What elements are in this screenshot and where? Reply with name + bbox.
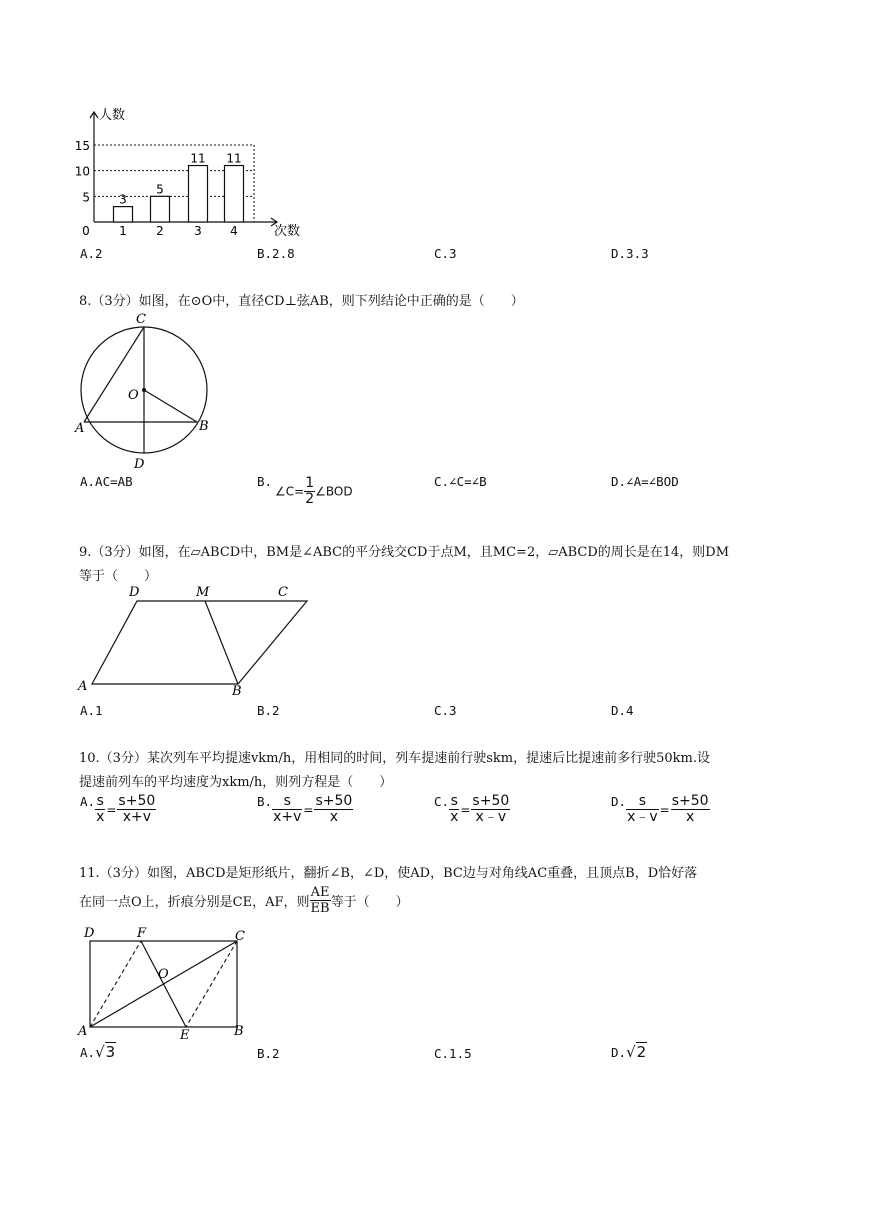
q8-option-b-prefix[interactable]: B. <box>257 474 273 489</box>
y-axis-label: 人数 <box>99 108 126 123</box>
label-c: C <box>235 929 245 944</box>
segment-fe <box>141 941 186 1027</box>
q9-parallelogram-figure <box>72 580 312 700</box>
label-d: D <box>84 926 95 941</box>
label-o: O <box>158 967 169 982</box>
q10-stem-line2: 提速前列车的平均速度为xkm/h，则列方程是（ ） <box>79 775 393 790</box>
q7-option-a[interactable]: A.2 <box>80 246 103 261</box>
q8-option-a[interactable]: A.AC=AB <box>80 474 133 489</box>
q9-option-c[interactable]: C.3 <box>434 703 457 718</box>
q9-stem-line2: 等于（ ） <box>79 569 158 584</box>
q9-option-a[interactable]: A.1 <box>80 703 103 718</box>
q9-option-d[interactable]: D.4 <box>611 703 634 718</box>
fold-af <box>90 941 141 1027</box>
bar <box>189 166 208 222</box>
left-fraction <box>272 794 302 825</box>
left-fraction <box>95 794 105 825</box>
option-letter: A. <box>80 794 96 809</box>
right-fraction <box>117 794 156 825</box>
equals-sign: = <box>659 802 670 817</box>
y-tick-label: 10 <box>74 164 90 179</box>
sqrt-symbol: √3 <box>95 1043 116 1061</box>
data-label: 11 <box>226 151 242 166</box>
half-fraction: $\frac{1}{2}$ <box>305 475 315 507</box>
right-fraction <box>314 794 353 825</box>
numerator: s <box>450 793 458 809</box>
equals-sign: = <box>460 802 471 817</box>
denominator: x <box>329 809 338 825</box>
y-tick-label: 15 <box>74 139 90 153</box>
denominator: x﹣v <box>627 809 658 825</box>
q11-option-c[interactable]: C.1.5 <box>434 1046 472 1061</box>
y-tick-label: 5 <box>82 190 90 205</box>
q10-option-a[interactable] <box>80 794 156 825</box>
q8-stem: 8.（3分）如图，在⊙O中，直径CD⊥弦AB，则下列结论中正确的是（ ） <box>79 294 524 309</box>
q7-option-d[interactable]: D.3.3 <box>611 246 649 261</box>
label-m: M <box>196 585 210 600</box>
equals-sign: = <box>303 802 314 817</box>
numerator: s <box>96 793 104 809</box>
label-b: B <box>232 684 242 699</box>
x-tick-label: 4 <box>230 224 238 238</box>
right-fraction <box>671 794 710 825</box>
q10-option-b[interactable] <box>257 794 353 825</box>
numerator: s+50 <box>671 793 709 809</box>
numerator: s+50 <box>315 793 353 809</box>
q11-stem-line1: 11.（3分）如图，ABCD是矩形纸片，翻折∠B，∠D，使AD，BC边与对角线AC重叠，且顶点B，D恰好落 <box>79 866 698 881</box>
label-d: D <box>129 585 140 600</box>
bar <box>114 207 133 222</box>
center-dot <box>142 388 146 392</box>
q11-rectangle-figure <box>72 925 262 1045</box>
numerator: s <box>272 794 302 810</box>
fold-ce <box>186 941 237 1027</box>
q11-option-a[interactable]: A.√3 <box>80 1043 116 1061</box>
x-tick-label: 3 <box>194 224 202 238</box>
label-f: F <box>137 926 147 941</box>
q8-circle-figure <box>72 308 222 473</box>
denominator: x <box>685 809 695 825</box>
denominator: x﹣v <box>475 809 507 825</box>
q10-option-d[interactable] <box>611 794 710 825</box>
label-a: A <box>78 1024 88 1039</box>
q10-stem-line1: 10.（3分）某次列车平均提速vkm/h，用相同的时间，列车提速前行驶skm，提速后比提速前多行驶50km.设 <box>79 751 711 766</box>
denominator: x+v <box>273 809 302 825</box>
angle-c-text: ∠C= <box>275 484 305 499</box>
ae-eb-fraction: $\frac{AE}{EB}$ <box>310 885 330 916</box>
label-b: B <box>234 1024 244 1039</box>
sqrt-symbol: √2 <box>626 1043 647 1061</box>
label-d: D <box>134 457 145 472</box>
label-o: O <box>128 388 139 403</box>
data-label: 3 <box>119 192 127 207</box>
angle-bod-text: ∠BOD <box>315 484 353 499</box>
data-label: 11 <box>190 151 206 166</box>
q8-option-b-expr[interactable] <box>275 476 353 507</box>
right-fraction <box>471 794 510 825</box>
left-fraction <box>449 794 459 825</box>
x-tick-label: 2 <box>156 224 164 238</box>
q11-stem-line2 <box>79 885 409 916</box>
q11-stem-text-post: 等于（ ） <box>330 895 409 910</box>
bar <box>225 166 244 222</box>
equals-sign: = <box>106 802 117 817</box>
data-label: 5 <box>156 182 164 197</box>
bar-chart <box>72 100 301 245</box>
label-c: C <box>136 312 146 327</box>
option-letter: C. <box>434 794 450 809</box>
bar <box>151 196 170 222</box>
segment-ob <box>144 390 197 422</box>
x-tick-label: 1 <box>119 224 127 238</box>
q7-option-c[interactable]: C.3 <box>434 246 457 261</box>
origin-label: 0 <box>82 224 90 238</box>
label-e: E <box>180 1028 190 1043</box>
label-b: B <box>199 419 209 434</box>
numerator: s <box>626 794 659 810</box>
q9-stem-line1: 9.（3分）如图，在▱ABCD中，BM是∠ABC的平分线交CD于点M，且MC=2，▱ABCD的周长是在14，则DM <box>79 545 730 560</box>
q11-stem-text-pre: 在同一点O上，折痕分别是CE，AF，则 <box>79 895 310 910</box>
q11-option-b[interactable]: B.2 <box>257 1046 280 1061</box>
parallelogram-abcd <box>92 601 307 684</box>
option-letter: D. <box>611 794 627 809</box>
x-axis-label: 次数 <box>274 224 301 239</box>
numerator: s+50 <box>472 793 510 809</box>
option-letter: B. <box>257 794 273 809</box>
q11-option-d[interactable]: D.√2 <box>611 1043 647 1061</box>
denominator: x <box>450 809 459 825</box>
q7-option-b[interactable]: B.2.8 <box>257 246 295 261</box>
label-c: C <box>278 585 288 600</box>
numerator: s+50 <box>118 793 156 809</box>
label-a: A <box>78 679 88 694</box>
denominator: x+v <box>122 809 151 825</box>
label-a: A <box>75 421 85 436</box>
q8-option-d[interactable]: D.∠A=∠BOD <box>611 474 679 489</box>
q9-option-b[interactable]: B.2 <box>257 703 280 718</box>
segment-ac <box>84 327 144 422</box>
denominator: x <box>96 809 105 825</box>
left-fraction <box>626 794 659 825</box>
q8-option-c[interactable]: C.∠C=∠B <box>434 474 487 489</box>
bisector-bm <box>205 601 238 684</box>
q10-option-c[interactable] <box>434 794 510 825</box>
